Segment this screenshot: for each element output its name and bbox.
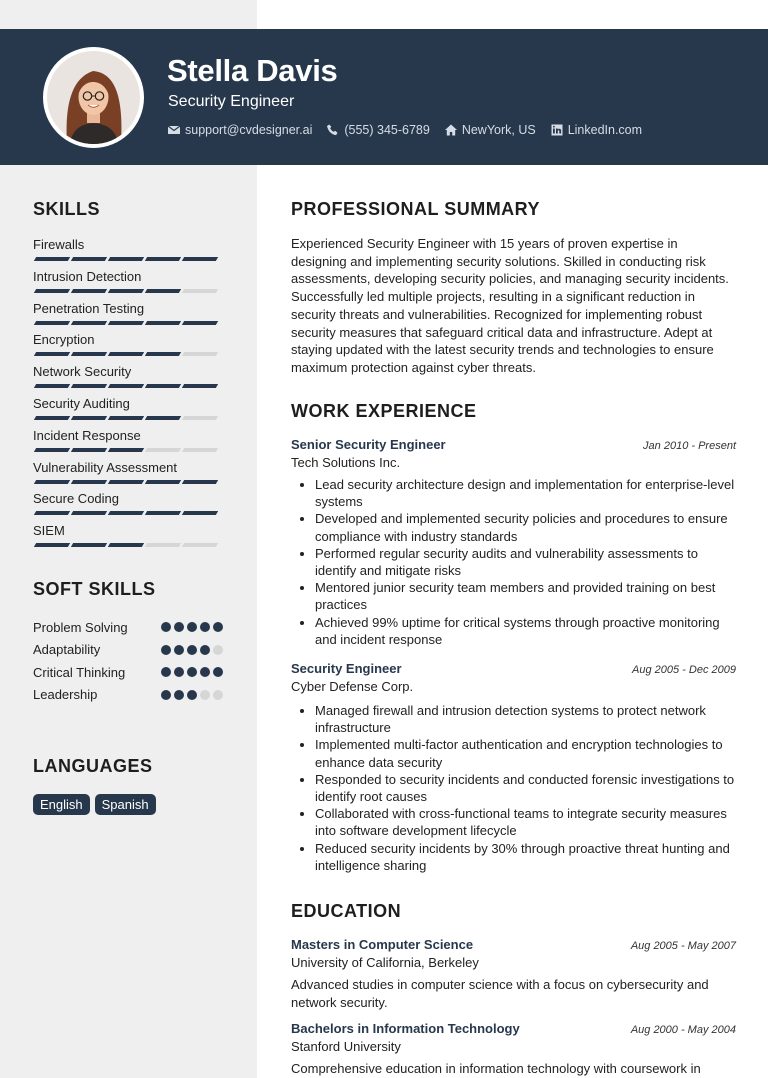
skill-level-segment (71, 543, 107, 547)
soft-skill-label: Leadership (33, 687, 98, 703)
skill-label: Secure Coding (33, 491, 119, 507)
experience-heading: WORK EXPERIENCE (291, 401, 477, 421)
skill-level-segment (108, 257, 144, 261)
rating-dot (161, 690, 171, 700)
rating-dot (200, 690, 210, 700)
skill-row (33, 491, 223, 523)
skill-level-segment (108, 480, 144, 484)
skill-level-segment (34, 321, 70, 325)
rating-dot (200, 622, 210, 632)
languages-heading: LANGUAGES (33, 756, 153, 776)
contact-linkedin-text: LinkedIn.com (567, 123, 643, 137)
skill-level-bar (33, 384, 223, 388)
contact-phone-text: (555) 345-6789 (344, 123, 430, 137)
rating-dot (174, 645, 184, 655)
bullet-item: Collaborated with cross-functional teams to integrate security measures into software development lifecycle (315, 805, 736, 839)
rating-dot (161, 622, 171, 632)
avatar (43, 47, 144, 148)
skill-label: Security Auditing (33, 395, 130, 411)
soft-skill-row (33, 639, 223, 662)
candidate-name: Stella Davis (167, 53, 338, 88)
job-position: Senior Security Engineer (291, 437, 446, 452)
header-banner (0, 29, 768, 165)
skill-level-bar (33, 543, 223, 547)
degree-title: Masters in Computer Science (291, 937, 474, 952)
summary-text: Experienced Security Engineer with 15 years of proven expertise in designing and implementing security solutions. Skilled in conducting risk assessments, developing security policies, and managing security incidents. Successfully led multiple projects, resulting in a significant reduction in security threats and vulnerabilities. Recognized for implementing robust security measures that safeguard critical data and infrastructure. Adept at staying updated with the latest security trends and technologies to ensure maximum protection against cyber threats. (291, 236, 729, 375)
job-company: Tech Solutions Inc. (291, 455, 401, 470)
rating-dot (200, 645, 210, 655)
summary-heading: PROFESSIONAL SUMMARY (291, 199, 541, 219)
rating-dot (161, 667, 171, 677)
rating-dot (187, 645, 197, 655)
skill-level-segment (182, 448, 218, 452)
skill-level-segment (182, 352, 218, 356)
skill-level-segment (182, 321, 218, 325)
skill-row (33, 396, 223, 428)
bullet-item: Managed firewall and intrusion detection systems to protect network infrastructure (315, 702, 736, 736)
skill-level-segment (34, 511, 70, 515)
skill-level-segment (71, 480, 107, 484)
contact-email[interactable] (168, 123, 312, 137)
soft-skill-row (33, 684, 223, 707)
languages-list (33, 794, 156, 815)
skill-label: SIEM (33, 523, 65, 539)
soft-skill-rating (161, 622, 223, 632)
skill-level-segment (34, 416, 70, 420)
soft-skill-rating (161, 667, 223, 677)
profile-photo (47, 51, 140, 144)
rating-dot (174, 667, 184, 677)
rating-dot (161, 645, 171, 655)
skill-row (33, 460, 223, 492)
soft-skill-rating (161, 645, 223, 655)
skill-level-bar (33, 257, 223, 261)
job-title: Security Engineer (168, 93, 295, 110)
skills-list (33, 237, 223, 555)
contact-info (168, 123, 642, 137)
skill-row (33, 364, 223, 396)
skill-level-segment (71, 257, 107, 261)
job-company: Cyber Defense Corp. (291, 679, 414, 694)
language-badge: English (33, 794, 90, 815)
skill-level-segment (145, 543, 181, 547)
bullet-item: Lead security architecture design and implementation for enterprise-level systems (315, 477, 735, 510)
skill-level-segment (145, 416, 181, 420)
skill-level-segment (145, 511, 181, 515)
skill-level-segment (145, 289, 181, 293)
skill-label: Firewalls (33, 237, 85, 252)
soft-skill-label: Critical Thinking (33, 664, 126, 680)
rating-dot (187, 622, 197, 632)
rating-dot (213, 667, 223, 677)
rating-dot (187, 690, 197, 700)
skill-level-segment (182, 289, 218, 293)
skill-level-bar (33, 289, 223, 293)
soft-skill-row (33, 616, 223, 639)
soft-skill-row (33, 661, 223, 684)
education-entry (291, 1021, 736, 1078)
skill-level-segment (108, 543, 144, 547)
skill-label: Penetration Testing (33, 300, 145, 316)
skill-row (33, 269, 223, 301)
school-name: University of California, Berkeley (291, 955, 479, 970)
soft-skills-heading: SOFT SKILLS (33, 579, 156, 599)
education-entry (291, 937, 736, 1011)
bullet-item: Implemented multi-factor authentication and encryption technologies to enhance data security (315, 736, 736, 770)
skill-level-segment (108, 416, 144, 420)
language-badge: Spanish (95, 794, 156, 815)
skill-level-segment (71, 321, 107, 325)
skill-level-segment (145, 321, 181, 325)
home-icon (445, 124, 457, 136)
skill-level-segment (145, 352, 181, 356)
skill-level-segment (182, 480, 218, 484)
soft-skill-rating (161, 690, 223, 700)
education-dates: Aug 2005 - May 2007 (630, 940, 736, 952)
skill-level-bar (33, 511, 223, 515)
rating-dot (174, 690, 184, 700)
skill-row (33, 332, 223, 364)
bullet-item: Responded to security incidents and conducted forensic investigations to identify root causes (315, 771, 735, 805)
skill-level-segment (34, 448, 70, 452)
job-entry (291, 661, 736, 874)
job-dates: Aug 2005 - Dec 2009 (632, 664, 736, 676)
skill-row (33, 301, 223, 333)
skill-level-segment (71, 289, 107, 293)
rating-dot (213, 690, 223, 700)
rating-dot (213, 622, 223, 632)
soft-skills-list (33, 616, 223, 706)
rating-dot (213, 645, 223, 655)
skill-level-segment (108, 289, 144, 293)
skill-level-segment (34, 480, 70, 484)
skill-level-segment (145, 448, 181, 452)
bullet-item: Achieved 99% uptime for critical systems through proactive monitoring and incident response (315, 614, 736, 648)
rating-dot (200, 667, 210, 677)
bullet-item: Developed and implemented security policies and procedures to ensure compliance with industry standards (315, 510, 736, 544)
skill-level-segment (71, 511, 107, 515)
skill-level-segment (71, 448, 107, 452)
skill-level-bar (33, 321, 223, 325)
education-description: Advanced studies in computer science with a focus on cybersecurity and network security. (291, 977, 709, 1010)
skill-label: Intrusion Detection (33, 268, 142, 284)
education-dates: Aug 2000 - May 2004 (630, 1024, 736, 1036)
skill-level-segment (71, 384, 107, 388)
skill-level-segment (34, 257, 70, 261)
skill-level-segment (145, 480, 181, 484)
job-dates: Jan 2010 - Present (643, 440, 736, 452)
skill-level-segment (182, 257, 218, 261)
skill-level-segment (182, 416, 218, 420)
skill-row (33, 237, 223, 269)
skills-heading: SKILLS (33, 199, 101, 219)
skill-level-segment (182, 511, 218, 515)
skill-level-segment (108, 321, 144, 325)
skill-level-segment (108, 384, 144, 388)
contact-linkedin[interactable] (551, 123, 642, 137)
skill-level-bar (33, 480, 223, 484)
skill-level-segment (108, 511, 144, 515)
phone-icon (327, 124, 339, 136)
skill-level-segment (182, 384, 218, 388)
envelope-icon (168, 124, 180, 136)
skill-level-segment (71, 352, 107, 356)
education-description: Comprehensive education in information technology with coursework in (291, 1061, 701, 1076)
rating-dot (174, 622, 184, 632)
skill-row (33, 523, 223, 555)
education-heading: EDUCATION (291, 901, 402, 921)
skill-level-segment (34, 352, 70, 356)
soft-skill-label: Problem Solving (33, 619, 128, 635)
skill-level-segment (145, 384, 181, 388)
bullet-item: Mentored junior security team members and provided training on best practices (315, 579, 736, 613)
rating-dot (187, 667, 197, 677)
skill-level-segment (145, 257, 181, 261)
skill-label: Encryption (33, 332, 95, 348)
contact-email-text: support@cvdesigner.ai (185, 123, 313, 137)
skill-level-bar (33, 352, 223, 356)
job-entry (291, 437, 736, 648)
job-position: Security Engineer (291, 661, 402, 676)
job-bullets (291, 702, 736, 874)
soft-skill-label: Adaptability (33, 642, 101, 658)
job-bullets (291, 476, 736, 648)
contact-location-text: NewYork, US (461, 123, 536, 137)
skill-label: Incident Response (33, 427, 141, 443)
skill-level-segment (108, 448, 144, 452)
skill-label: Network Security (33, 364, 132, 380)
bullet-item: Performed regular security audits and vulnerability assessments to identify and mitigate risks (315, 545, 736, 579)
skill-level-segment (34, 543, 70, 547)
skill-level-bar (33, 416, 223, 420)
school-name: Stanford University (291, 1039, 401, 1054)
contact-location (445, 123, 536, 137)
bullet-item: Reduced security incidents by 30% through proactive threat hunting and intelligence sharing (315, 840, 736, 874)
degree-title: Bachelors in Information Technology (291, 1021, 520, 1036)
contact-phone[interactable] (327, 123, 429, 137)
skill-level-segment (34, 384, 70, 388)
skill-level-segment (182, 543, 218, 547)
skill-row (33, 428, 223, 460)
skill-level-segment (108, 352, 144, 356)
skill-level-segment (34, 289, 70, 293)
skill-level-bar (33, 448, 223, 452)
linkedin-icon (551, 124, 563, 136)
skill-level-segment (71, 416, 107, 420)
skill-label: Vulnerability Assessment (33, 459, 178, 475)
